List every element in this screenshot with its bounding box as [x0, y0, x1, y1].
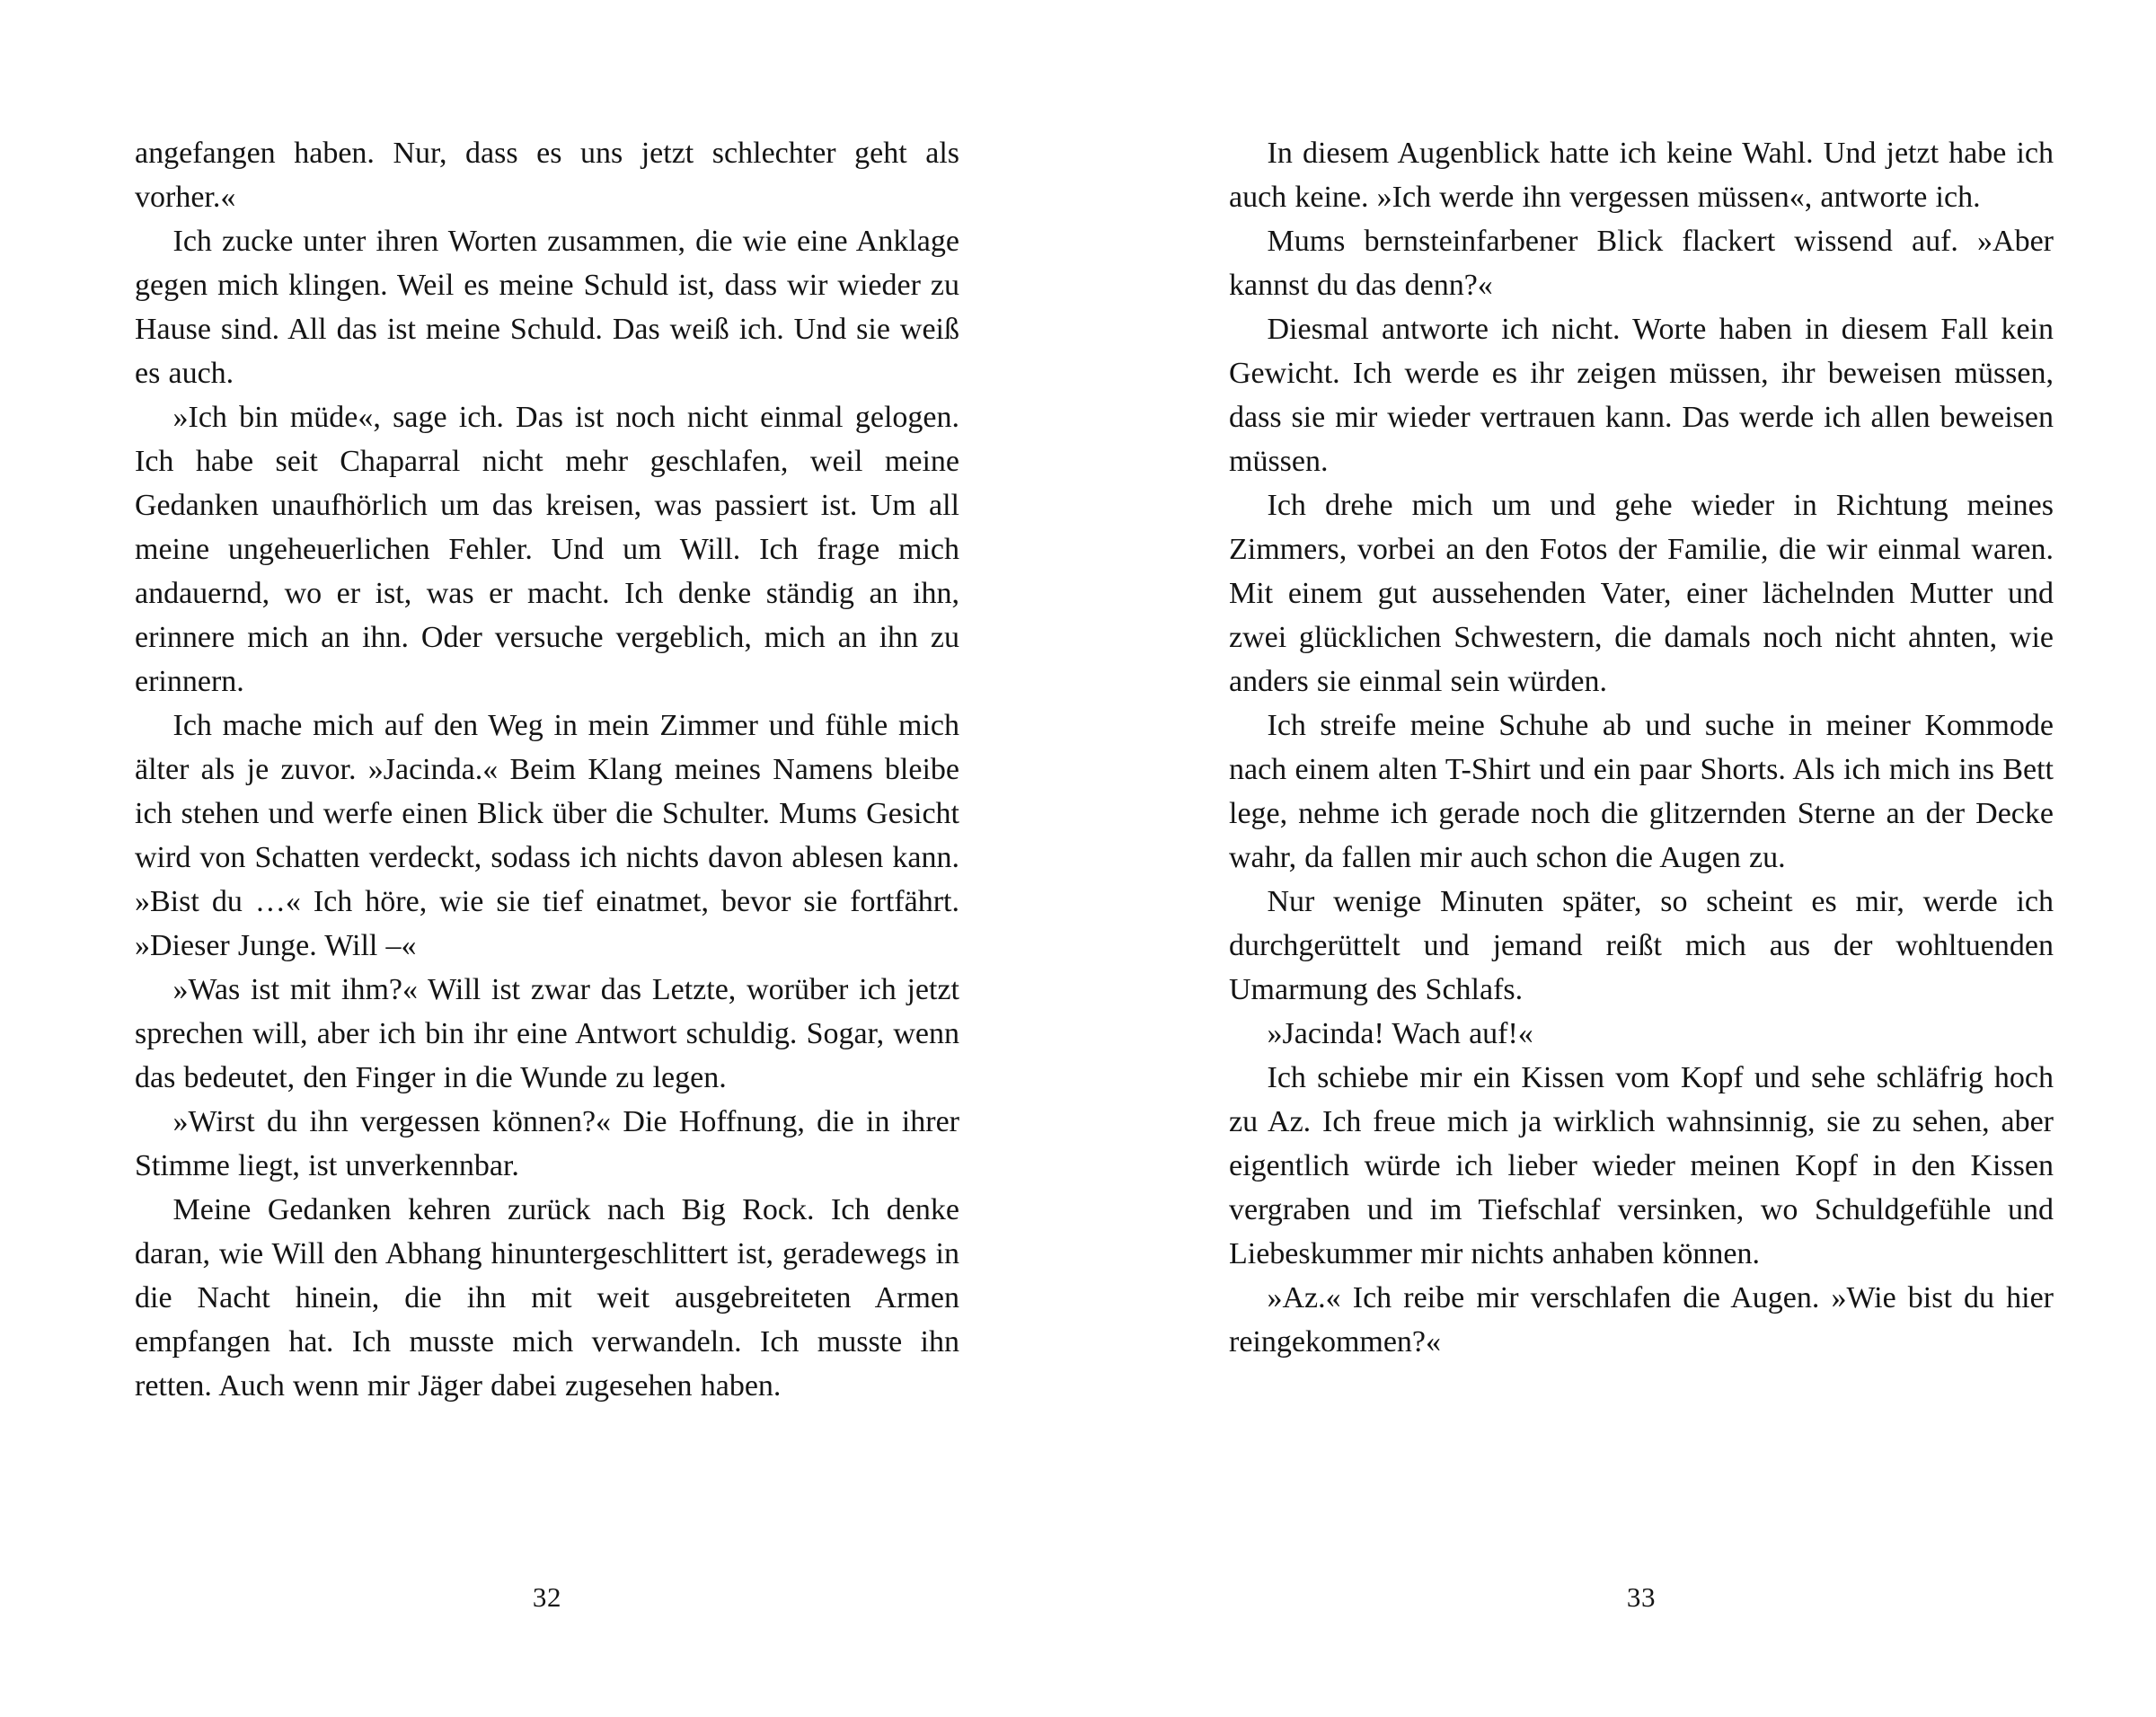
page-right-text — [1229, 131, 2054, 1364]
paragraph: Diesmal antworte ich nicht. Worte haben in diesem Fall kein Gewicht. Ich werde es ihr zeigen müssen, ihr beweisen müssen, dass sie mir wieder vertrauen kann. Das werde ich allen beweisen müssen. — [1229, 313, 2054, 478]
paragraph: Ich schiebe mir ein Kissen vom Kopf und sehe schläfrig hoch zu Az. Ich freue mich ja wirklich wahnsinnig, sie zu sehen, aber eigentlich würde ich lieber wieder meinen Kopf in den Kissen vergraben und im Tiefschlaf versinken, wo Schuldgefühle und Liebeskummer mir nichts anhaben können. — [1229, 1061, 2054, 1270]
paragraph: In diesem Augenblick hatte ich keine Wahl. Und jetzt habe ich auch keine. »Ich werde ihn vergessen müssen«, antworte ich. — [1229, 137, 2054, 214]
paragraph: Ich streife meine Schuhe ab und suche in meiner Kommode nach einem alten T-Shirt und ein paar Shorts. Als ich mich ins Bett lege, nehme ich gerade noch die glitzernden Sterne an der Decke wahr, da fallen mir auch schon die Augen zu. — [1229, 709, 2054, 874]
paragraph: Nur wenige Minuten später, so scheint es mir, werde ich durchgerüttelt und jemand reißt mich aus der wohltuenden Umarmung des Schlafs. — [1229, 885, 2054, 1006]
paragraph: angefangen haben. Nur, dass es uns jetzt schlechter geht als vorher.« — [135, 137, 959, 214]
page-number-left: 32 — [532, 1581, 562, 1613]
paragraph: »Ich bin müde«, sage ich. Das ist noch nicht einmal gelogen. Ich habe seit Chaparral nicht mehr geschlafen, weil meine Gedanken unaufhörlich um das kreisen, was passiert ist. Um all meine ungeheuerlichen Fehler. Und um Will. Ich frage mich andauernd, wo er ist, was er macht. Ich denke ständig an ihn, erinnere mich an ihn. Oder versuche vergeblich, mich an ihn zu erinnern. — [135, 401, 959, 698]
paragraph: Ich zucke unter ihren Worten zusammen, die wie eine Anklage gegen mich klingen. Weil es meine Schuld ist, dass wir wieder zu Hause sind. All das ist meine Schuld. Das weiß ich. Und sie weiß es auch. — [135, 225, 959, 390]
paragraph: »Was ist mit ihm?« Will ist zwar das Letzte, worüber ich jetzt sprechen will, aber ich bin ihr eine Antwort schuldig. Sogar, wenn das bedeutet, den Finger in die Wunde zu legen. — [135, 973, 959, 1094]
paragraph: Ich mache mich auf den Weg in mein Zimmer und fühle mich älter als je zuvor. »Jacinda.« Beim Klang meines Namens bleibe ich stehen und werfe einen Blick über die Schulter. Mums Gesicht wird von Schatten verdeckt, sodass ich nichts davon ablesen kann. »Bist du …« Ich höre, wie sie tief einatmet, bevor sie fortfährt. »Dieser Junge. Will –« — [135, 709, 959, 962]
paragraph: Meine Gedanken kehren zurück nach Big Rock. Ich denke daran, wie Will den Abhang hinuntergeschlittert ist, geradewegs in die Nacht hinein, die ihn mit weit ausgebreiteten Armen empfangen hat. Ich musste mich verwandeln. Ich musste ihn retten. Auch wenn mir Jäger dabei zugesehen haben. — [135, 1193, 959, 1403]
page-number-right: 33 — [1626, 1581, 1657, 1613]
page-left-text — [135, 131, 959, 1408]
paragraph: Ich drehe mich um und gehe wieder in Richtung meines Zimmers, vorbei an den Fotos der Familie, die wir einmal waren. Mit einem gut aussehenden Vater, einer lächelnden Mutter und zwei glücklichen Schwestern, die damals noch nicht ahnten, wie anders sie einmal sein würden. — [1229, 489, 2054, 698]
paragraph: »Wirst du ihn vergessen können?« Die Hoffnung, die in ihrer Stimme liegt, ist unverkennbar. — [135, 1105, 959, 1182]
paragraph: Mums bernsteinfarbener Blick flackert wissend auf. »Aber kannst du das denn?« — [1229, 225, 2054, 302]
paragraph: »Az.« Ich reibe mir verschlafen die Augen. »Wie bist du hier reingekommen?« — [1229, 1281, 2054, 1359]
paragraph: »Jacinda! Wach auf!« — [1267, 1017, 1533, 1050]
